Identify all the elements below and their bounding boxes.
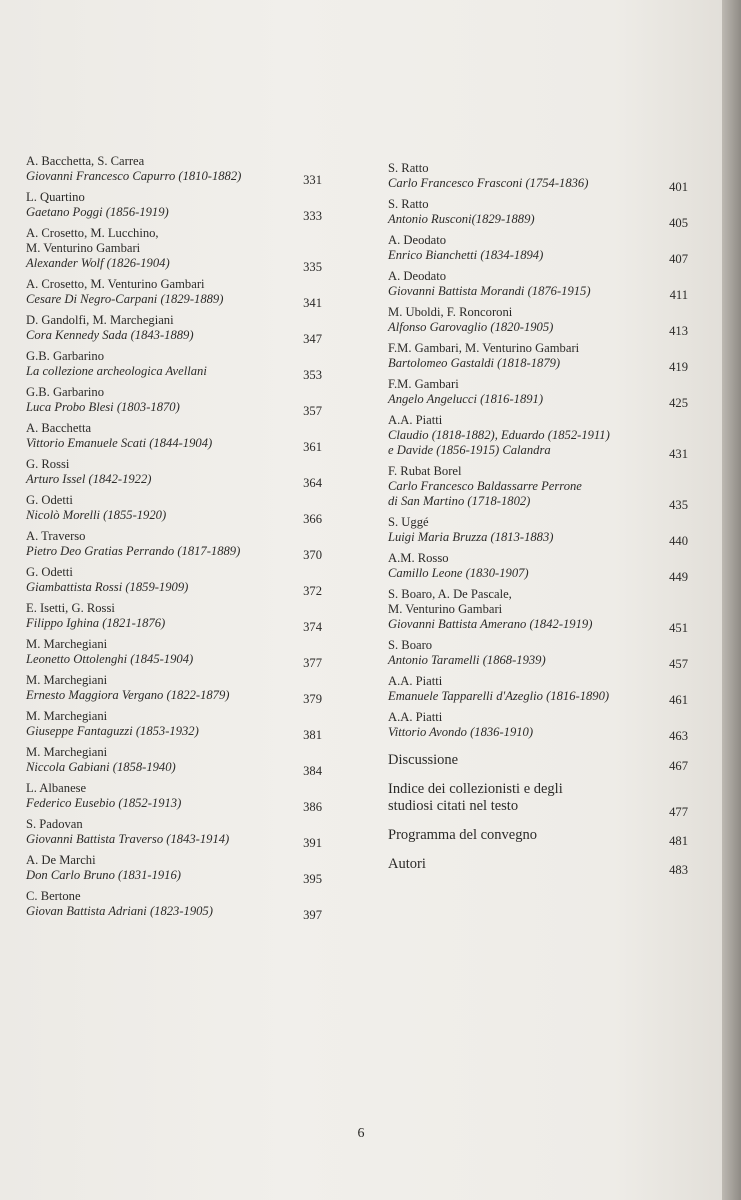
entry-page-number: 451	[669, 621, 688, 635]
entry-subject: Cesare Di Negro-Carpani (1829-1889)	[26, 292, 224, 306]
toc-entry	[388, 674, 688, 707]
toc-entry	[388, 587, 688, 635]
entry-page-number: 461	[669, 693, 688, 707]
entry-subject: Angelo Angelucci (1816-1891)	[388, 392, 544, 406]
entry-author: M. Marchegiani	[26, 637, 108, 651]
entry-author: A. Deodato	[388, 269, 447, 283]
toc-entry	[388, 413, 688, 461]
entry-subject: Ernesto Maggiora Vergano (1822-1879)	[26, 688, 230, 702]
entry-author: A.A. Piatti	[388, 710, 443, 724]
entry-page-number: 411	[669, 288, 688, 302]
toc-entry	[388, 515, 688, 548]
entry-author: F.M. Gambari, M. Venturino Gambari	[388, 341, 580, 355]
toc-entry	[388, 710, 688, 743]
entry-page-number: 366	[303, 512, 322, 526]
entry-subject: di San Martino (1718-1802)	[388, 494, 531, 508]
toc-entry	[26, 565, 322, 598]
entry-author: D. Gandolfi, M. Marchegiani	[26, 313, 174, 327]
entry-page-number: 353	[303, 368, 322, 382]
entry-subject: Bartolomeo Gastaldi (1818-1879)	[388, 356, 561, 370]
toc-entry	[26, 673, 322, 706]
page-edge	[722, 0, 741, 1200]
entry-author: S. Ratto	[388, 161, 429, 175]
section-page-number: 481	[669, 834, 688, 848]
entry-author: S. Boaro, A. De Pascale,	[388, 587, 512, 601]
toc-entry	[26, 277, 322, 310]
entry-page-number: 397	[303, 908, 322, 922]
toc-section	[388, 827, 688, 848]
entry-page-number: 347	[303, 332, 322, 346]
entry-author: A. Deodato	[388, 233, 447, 247]
toc-column-right	[388, 161, 688, 877]
section-page-number: 477	[669, 805, 688, 819]
toc-entry	[388, 161, 688, 194]
entry-author: G.B. Garbarino	[26, 349, 104, 363]
entry-author: S. Ratto	[388, 197, 429, 211]
entry-author: C. Bertone	[26, 889, 81, 903]
toc-entry	[26, 601, 322, 634]
entry-author: M. Venturino Gambari	[388, 602, 503, 616]
entry-subject: e Davide (1856-1915) Calandra	[388, 443, 551, 457]
entry-author: S. Uggé	[388, 515, 429, 529]
toc-entry	[26, 781, 322, 814]
toc-column-left	[26, 154, 322, 925]
entry-author: G. Rossi	[26, 457, 70, 471]
entry-page-number: 401	[669, 180, 688, 194]
toc-entry	[26, 385, 322, 418]
entry-subject: Giovan Battista Adriani (1823-1905)	[26, 904, 213, 918]
entry-subject: Alexander Wolf (1826-1904)	[26, 256, 170, 270]
entry-page-number: 379	[303, 692, 322, 706]
entry-author: G. Odetti	[26, 565, 73, 579]
entry-subject: Claudio (1818-1882), Eduardo (1852-1911)	[388, 428, 610, 442]
entry-subject: Emanuele Tapparelli d'Azeglio (1816-1890)	[388, 689, 610, 703]
entry-page-number: 333	[303, 209, 322, 223]
toc-entry	[388, 638, 688, 671]
entry-page-number: 425	[669, 396, 688, 410]
entry-subject: Federico Eusebio (1852-1913)	[26, 796, 182, 810]
entry-page-number: 405	[669, 216, 688, 230]
section-page-number: 483	[669, 863, 688, 877]
entry-page-number: 431	[669, 447, 688, 461]
entry-subject: Antonio Taramelli (1868-1939)	[388, 653, 546, 667]
entry-page-number: 357	[303, 404, 322, 418]
entry-page-number: 435	[669, 498, 688, 512]
entry-subject: Nicolò Morelli (1855-1920)	[26, 508, 167, 522]
toc-entry	[26, 709, 322, 742]
entry-page-number: 364	[303, 476, 322, 490]
entry-author: A. De Marchi	[26, 853, 96, 867]
entry-page-number: 374	[303, 620, 322, 634]
entry-subject: Giuseppe Fantaguzzi (1853-1932)	[26, 724, 199, 738]
toc-entry	[388, 551, 688, 584]
entry-subject: Carlo Francesco Baldassarre Perrone	[388, 479, 582, 493]
entry-page-number: 384	[303, 764, 322, 778]
toc-section	[388, 781, 688, 819]
entry-subject: Alfonso Garovaglio (1820-1905)	[388, 320, 554, 334]
toc-entry	[388, 377, 688, 410]
entry-subject: Gaetano Poggi (1856-1919)	[26, 205, 169, 219]
entry-page-number: 335	[303, 260, 322, 274]
toc-entry	[26, 226, 322, 274]
entry-page-number: 440	[669, 534, 688, 548]
entry-page-number: 413	[669, 324, 688, 338]
entry-author: A. Bacchetta, S. Carrea	[26, 154, 145, 168]
entry-page-number: 419	[669, 360, 688, 374]
entry-subject: Leonetto Ottolenghi (1845-1904)	[26, 652, 194, 666]
entry-subject: Cora Kennedy Sada (1843-1889)	[26, 328, 194, 342]
entry-subject: Giovanni Battista Traverso (1843-1914)	[26, 832, 230, 846]
toc-entry	[388, 197, 688, 230]
entry-subject: Arturo Issel (1842-1922)	[26, 472, 152, 486]
entry-page-number: 391	[303, 836, 322, 850]
entry-author: M. Venturino Gambari	[26, 241, 141, 255]
entry-author: A. Traverso	[26, 529, 86, 543]
section-title: Autori	[388, 856, 426, 872]
entry-subject: Vittorio Avondo (1836-1910)	[388, 725, 534, 739]
entry-subject: Don Carlo Bruno (1831-1916)	[26, 868, 181, 882]
entry-subject: Vittorio Emanuele Scati (1844-1904)	[26, 436, 213, 450]
toc-entry	[388, 341, 688, 374]
entry-author: A. Bacchetta	[26, 421, 92, 435]
toc-entry	[388, 305, 688, 338]
toc-entry	[26, 457, 322, 490]
entry-subject: Luca Probo Blesi (1803-1870)	[26, 400, 180, 414]
entry-author: A. Crosetto, M. Lucchino,	[26, 226, 159, 240]
entry-subject: Filippo Ighina (1821-1876)	[26, 616, 166, 630]
entry-author: A.A. Piatti	[388, 413, 443, 427]
toc-entry	[26, 313, 322, 346]
entry-author: L. Albanese	[26, 781, 87, 795]
entry-page-number: 341	[303, 296, 322, 310]
toc-entry	[26, 349, 322, 382]
entry-author: G.B. Garbarino	[26, 385, 104, 399]
toc-section	[388, 752, 688, 773]
section-title: Discussione	[388, 752, 459, 768]
entry-author: E. Isetti, G. Rossi	[26, 601, 115, 615]
toc-entry	[388, 233, 688, 266]
entry-subject: Luigi Maria Bruzza (1813-1883)	[388, 530, 554, 544]
entry-subject: Niccola Gabiani (1858-1940)	[26, 760, 176, 774]
entry-author: F.M. Gambari	[388, 377, 459, 391]
entry-author: L. Quartino	[26, 190, 85, 204]
entry-author: S. Padovan	[26, 817, 83, 831]
entry-page-number: 386	[303, 800, 322, 814]
entry-page-number: 372	[303, 584, 322, 598]
toc-entry	[26, 853, 322, 886]
toc-entry	[26, 889, 322, 922]
entry-subject: Camillo Leone (1830-1907)	[388, 566, 529, 580]
entry-page-number: 395	[303, 872, 322, 886]
entry-page-number: 361	[303, 440, 322, 454]
toc-entry	[26, 190, 322, 223]
entry-author: M. Uboldi, F. Roncoroni	[388, 305, 513, 319]
entry-author: S. Boaro	[388, 638, 433, 652]
entry-author: A.M. Rosso	[388, 551, 449, 565]
section-title: studiosi citati nel testo	[388, 798, 519, 814]
toc-entry	[26, 817, 322, 850]
section-title: Programma del convegno	[388, 827, 537, 843]
entry-author: F. Rubat Borel	[388, 464, 462, 478]
toc-entry	[26, 493, 322, 526]
entry-page-number: 407	[669, 252, 688, 266]
toc-entry	[388, 464, 688, 512]
entry-subject: Giovanni Francesco Capurro (1810-1882)	[26, 169, 242, 183]
entry-page-number: 457	[669, 657, 688, 671]
entry-page-number: 449	[669, 570, 688, 584]
entry-subject: Antonio Rusconi(1829-1889)	[388, 212, 535, 226]
entry-page-number: 463	[669, 729, 688, 743]
entry-subject: Pietro Deo Gratias Perrando (1817-1889)	[26, 544, 241, 558]
entry-page-number: 370	[303, 548, 322, 562]
entry-page-number: 331	[303, 173, 322, 187]
toc-entry	[26, 745, 322, 778]
toc-entry	[388, 269, 688, 302]
entry-page-number: 381	[303, 728, 322, 742]
page-number: 6	[357, 1126, 365, 1141]
entry-subject: Giovanni Battista Morandi (1876-1915)	[388, 284, 591, 298]
section-page-number: 467	[669, 759, 688, 773]
entry-subject: Enrico Bianchetti (1834-1894)	[388, 248, 544, 262]
entry-author: A.A. Piatti	[388, 674, 443, 688]
entry-subject: Giovanni Battista Amerano (1842-1919)	[388, 617, 593, 631]
toc-section	[388, 856, 688, 877]
section-title: Indice dei collezionisti e degli	[388, 781, 563, 797]
entry-author: M. Marchegiani	[26, 709, 108, 723]
entry-subject: Giambattista Rossi (1859-1909)	[26, 580, 189, 594]
toc-entry	[26, 529, 322, 562]
entry-author: M. Marchegiani	[26, 673, 108, 687]
entry-subject: La collezione archeologica Avellani	[26, 364, 207, 378]
toc-entry	[26, 154, 322, 187]
entry-subject: Carlo Francesco Frasconi (1754-1836)	[388, 176, 589, 190]
entry-page-number: 377	[303, 656, 322, 670]
toc-entry	[26, 637, 322, 670]
entry-author: G. Odetti	[26, 493, 73, 507]
entry-author: M. Marchegiani	[26, 745, 108, 759]
toc-entry	[26, 421, 322, 454]
entry-author: A. Crosetto, M. Venturino Gambari	[26, 277, 205, 291]
